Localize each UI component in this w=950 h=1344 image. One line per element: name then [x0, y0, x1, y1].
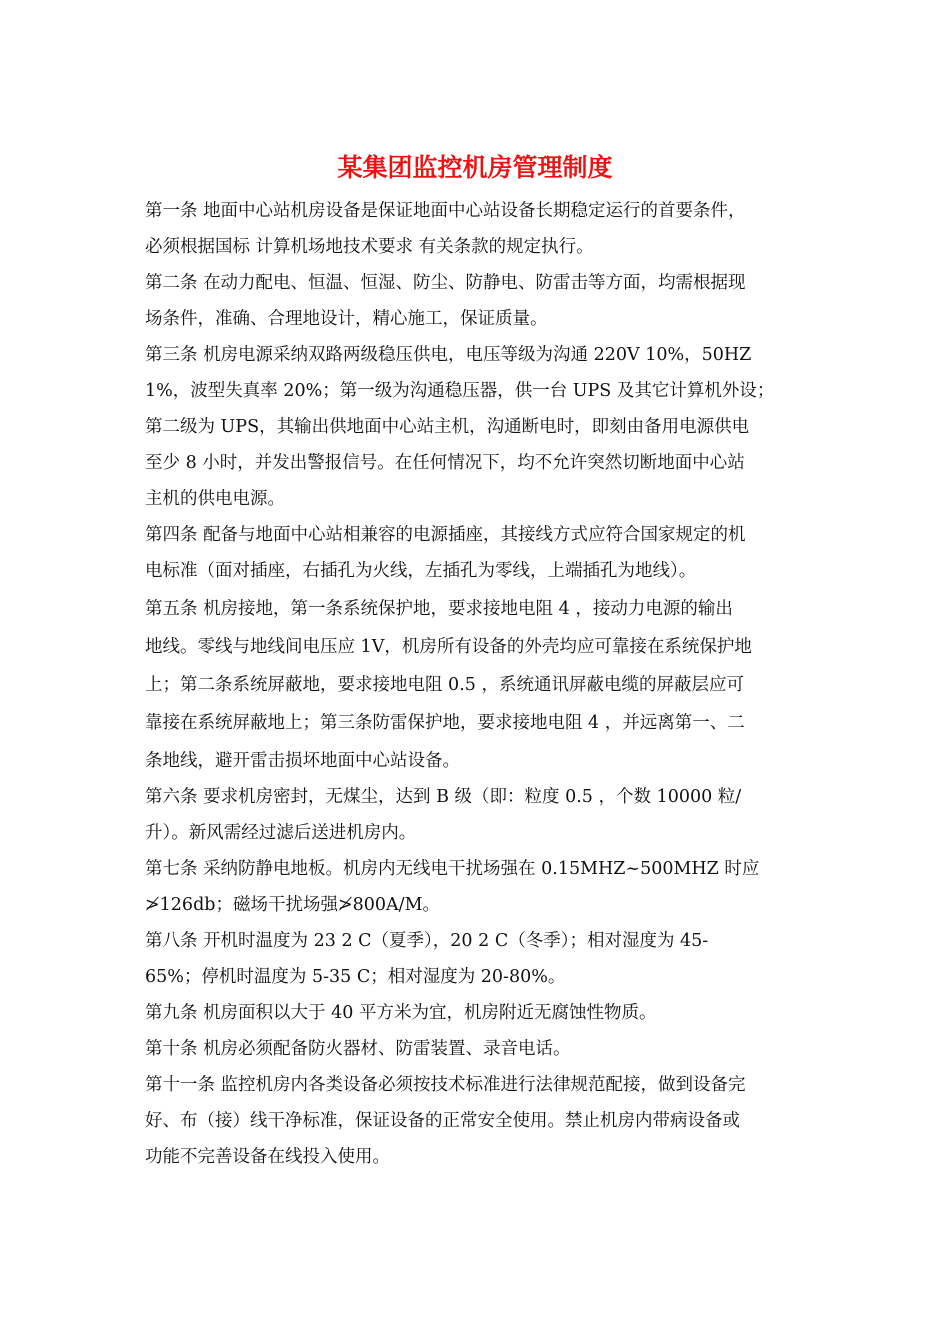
text-line: ≯126db；磁场干扰场强≯800A/M。	[145, 895, 440, 915]
text-line: 靠接在系统屏蔽地上；第三条防雷保护地，要求接地电阻 4 ，并远离第一、二	[145, 713, 745, 733]
text-line: 主机的供电电源。	[145, 489, 285, 509]
text-line: 必须根据国标 计算机场地技术要求 有关条款的规定执行。	[145, 237, 594, 257]
text-line: 条地线，避开雷击损坏地面中心站设备。	[145, 751, 460, 771]
text-line: 第八条 开机时温度为 23 2 C（夏季），20 2 C（冬季）；相对湿度为 45-	[145, 931, 709, 951]
text-line: 第一条 地面中心站机房设备是保证地面中心站设备长期稳定运行的首要条件，	[145, 201, 746, 221]
text-line: 65%；停机时温度为 5-35 C；相对湿度为 20-80%。	[145, 967, 566, 987]
text-line: 地线。零线与地线间电压应 1V，机房所有设备的外壳均应可靠接在系统保护地	[145, 637, 752, 657]
text-line: 上；第二条系统屏蔽地，要求接地电阻 0.5 ，系统通讯屏蔽电缆的屏蔽层应可	[145, 675, 744, 695]
text-line: 第五条 机房接地，第一条系统保护地，要求接地电阻 4 ，接动力电源的输出	[145, 599, 733, 619]
text-line: 功能不完善设备在线投入使用。	[145, 1147, 390, 1167]
text-line: 第六条 要求机房密封，无煤尘，达到 B 级（即：粒度 0.5 ，个数 10000 粒/	[145, 787, 742, 807]
text-line: 第十条 机房必须配备防火器材、防雷装置、录音电话。	[145, 1039, 571, 1059]
text-line: 至少 8 小时，并发出警报信号。在任何情况下，均不允许突然切断地面中心站	[145, 453, 745, 473]
text-line: 1%，波型失真率 20%；第一级为沟通稳压器，供一台 UPS 及其它计算机外设；	[145, 381, 775, 401]
text-line: 第二级为 UPS，其输出供地面中心站主机，沟通断电时，即刻由备用电源供电	[145, 417, 750, 437]
text-line: 升）。新风需经过滤后送进机房内。	[145, 823, 417, 843]
text-line: 第二条 在动力配电、恒温、恒湿、防尘、防静电、防雷击等方面，均需根据现	[145, 273, 746, 293]
text-line: 第四条 配备与地面中心站相兼容的电源插座，其接线方式应符合国家规定的机	[145, 525, 746, 545]
text-line: 电标准（面对插座，右插孔为火线，左插孔为零线，上端插孔为地线）。	[145, 561, 697, 581]
text-line: 第三条 机房电源采纳双路两级稳压供电，电压等级为沟通 220V 10%，50HZ	[145, 345, 752, 365]
document-title: 某集团监控机房管理制度	[337, 153, 613, 182]
text-line: 第十一条 监控机房内各类设备必须按技术标准进行法律规范配接，做到设备完	[145, 1075, 746, 1095]
text-line: 场条件，准确、合理地设计，精心施工，保证质量。	[145, 309, 548, 329]
text-line: 第七条 采纳防静电地板。机房内无线电干扰场强在 0.15MHZ~500MHZ 时应	[145, 859, 760, 879]
text-line: 好、布（接）线干净标准，保证设备的正常安全使用。禁止机房内带病设备或	[145, 1111, 740, 1131]
text-line: 第九条 机房面积以大于 40 平方米为宜，机房附近无腐蚀性物质。	[145, 1003, 657, 1023]
